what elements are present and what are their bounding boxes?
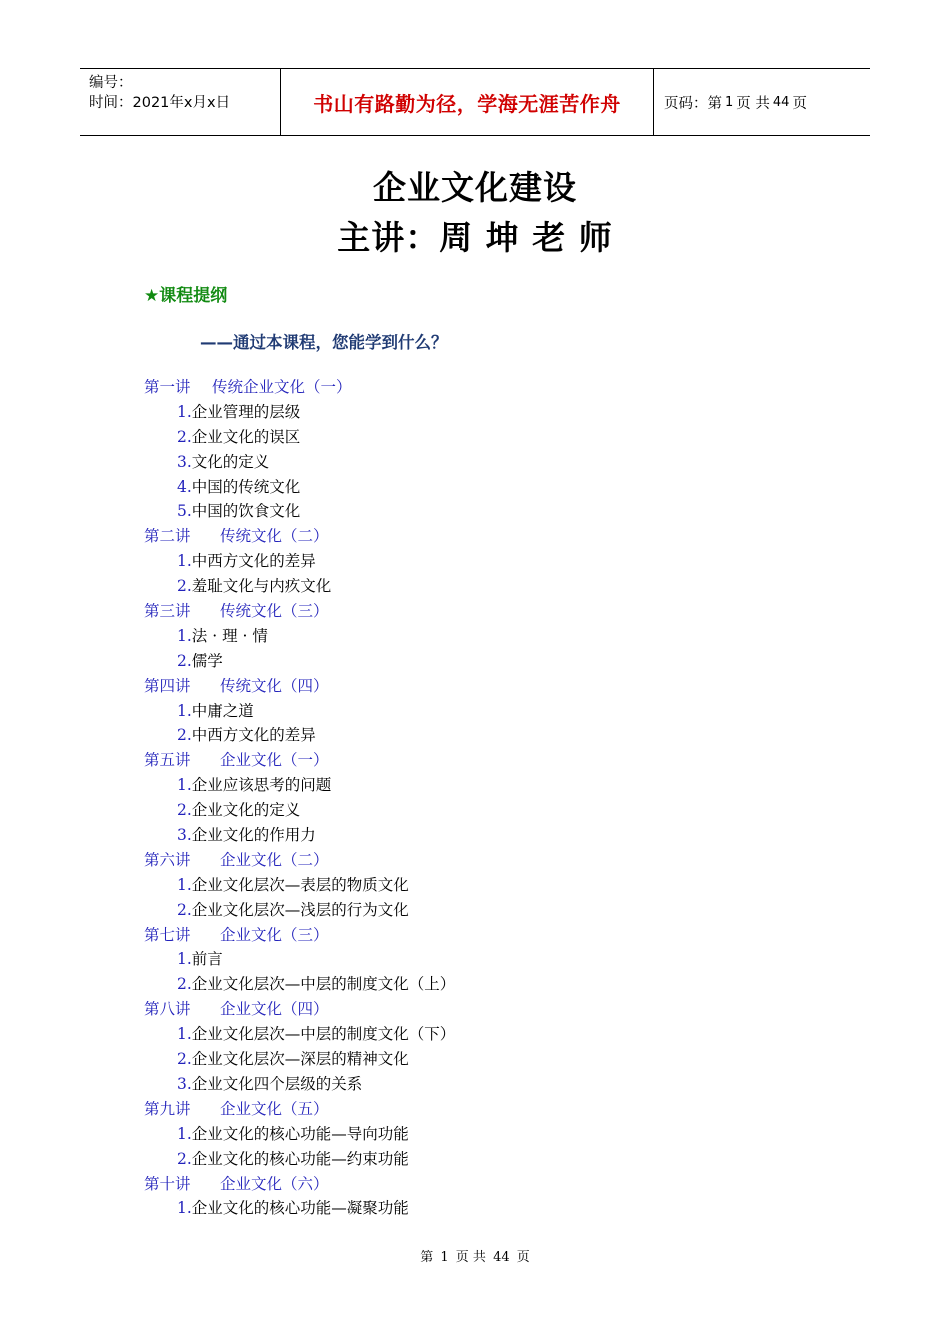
lecture-topic [144,624,744,649]
lecture-topic [144,898,744,923]
topic-text: 企业文化四个层级的关系 [191,1074,363,1093]
topic-text: 企业管理的层级 [191,402,301,421]
topic-text: 企业文化层次—中层的制度文化（下） [191,1025,456,1044]
lecture-title: 企业文化（三） [220,925,329,944]
speaker-line: 主讲：周 坤 老 师 [337,218,613,257]
motto: 书山有路勤为径，学海无涯苦作舟 [313,91,621,116]
topic-number: 2. [177,1149,192,1168]
topic-number: 2. [177,651,192,670]
lecture-topic [144,823,744,848]
topic-number: 2. [177,726,192,745]
footer-suffix: 页 [516,1250,530,1265]
lecture-number: 第四讲 [144,676,191,695]
lecture-number: 第九讲 [144,1099,191,1118]
topic-number: 3. [177,1074,192,1093]
topic-text: 企业文化层次—浅层的行为文化 [191,900,409,919]
page-suffix: 页 [792,95,807,112]
lecture-topic [144,1147,744,1172]
lecture-title: 传统文化（三） [220,602,329,621]
footer-total: 44 [493,1250,510,1265]
lecture-topic [144,1072,744,1097]
lecture-heading [144,848,744,873]
id-label: 编号： [89,75,133,91]
lecture-title: 传统企业文化（一） [212,378,352,396]
page-mid: 页 共 [736,95,770,112]
topic-text: 企业文化层次—表层的物质文化 [191,875,409,894]
page-number: 1 [725,94,734,110]
header-page-info [654,69,870,135]
topic-number: 1. [177,402,192,421]
lecture-number: 第六讲 [144,850,191,869]
topic-number: 2. [177,975,192,994]
lecture-topic [144,1196,744,1221]
lecture-topic [144,450,744,475]
page-total: 44 [772,94,790,110]
topic-number: 3. [177,452,192,471]
topic-number: 1. [177,1025,192,1044]
topic-number: 2. [177,577,192,596]
document-title: 企业文化建设 [373,168,577,207]
lecture-topic [144,549,744,574]
lecture-topic [144,475,744,500]
outline-subtitle: ——通过本课程，您能学到什么？ [200,333,448,352]
lecture-topic [144,699,744,724]
time-label: 时间：2021年x月x日 [89,95,231,111]
topic-number: 4. [177,477,192,496]
lecture-topic [144,798,744,823]
lecture-heading [144,997,744,1022]
lecture-topic [144,773,744,798]
topic-text: 企业文化的核心功能—导向功能 [191,1124,409,1143]
lecture-number: 第一讲 [144,378,191,396]
topic-number: 2. [177,1050,192,1069]
footer-prefix: 第 [420,1250,434,1265]
topic-number: 1. [177,701,192,720]
lecture-title: 传统文化（二） [220,527,329,546]
lecture-number: 第十讲 [144,1174,191,1193]
topic-text: 中国的传统文化 [191,477,301,496]
lecture-number: 第五讲 [144,751,191,770]
lecture-number: 第二讲 [144,527,191,546]
lecture-title: 企业文化（六） [220,1174,329,1193]
topic-number: 1. [177,1199,192,1218]
lecture-topic [144,873,744,898]
lecture-title: 传统文化（四） [220,676,329,695]
topic-number: 1. [177,552,192,571]
lecture-topic [144,499,744,524]
lecture-topic [144,574,744,599]
topic-number: 2. [177,801,192,820]
lecture-topic [144,723,744,748]
topic-number: 1. [177,950,192,969]
lecture-topic [144,1022,744,1047]
lecture-heading [144,599,744,624]
topic-text: 企业文化的作用力 [191,826,316,845]
header-meta [80,69,281,135]
lecture-topic [144,400,744,425]
lecture-heading [144,524,744,549]
footer-mid: 页 共 [455,1250,486,1265]
lecture-heading [144,923,744,948]
topic-text: 中西方文化的差异 [191,552,316,571]
lecture-title: 企业文化（二） [220,850,329,869]
lecture-number: 第三讲 [144,602,191,621]
topic-text: 前言 [191,950,223,969]
topic-text: 企业文化的误区 [191,427,301,446]
topic-number: 5. [177,502,192,521]
lecture-heading [144,674,744,699]
page-footer [0,1246,950,1265]
page-prefix: 页码：第 [664,95,722,112]
topic-text: 文化的定义 [191,452,270,471]
lecture-topic [144,972,744,997]
lecture-topic [144,649,744,674]
lecture-heading [144,375,744,400]
topic-text: 企业应该思考的问题 [191,776,332,795]
topic-text: 羞耻文化与内疚文化 [191,577,332,596]
lecture-topic [144,425,744,450]
lecture-number: 第八讲 [144,1000,191,1019]
lecture-topic [144,1122,744,1147]
topic-number: 1. [177,875,192,894]
topic-text: 企业文化层次—深层的精神文化 [191,1050,409,1069]
topic-number: 1. [177,1124,192,1143]
topic-text: 儒学 [191,651,223,670]
topic-text: 企业文化的核心功能—凝聚功能 [191,1199,409,1218]
lecture-heading [144,1097,744,1122]
topic-number: 1. [177,626,192,645]
lecture-heading [144,748,744,773]
topic-text: 企业文化的核心功能—约束功能 [191,1149,409,1168]
topic-text: 企业文化的定义 [191,801,301,820]
topic-number: 3. [177,826,192,845]
topic-number: 1. [177,776,192,795]
lecture-title: 企业文化（四） [220,1000,329,1019]
lecture-number: 第七讲 [144,925,191,944]
topic-text: 中西方文化的差异 [191,726,316,745]
header-motto-cell [281,69,654,135]
topic-text: 中庸之道 [191,701,254,720]
document-header [80,68,870,136]
topic-number: 2. [177,900,192,919]
course-outline-list [144,375,744,1221]
footer-page: 1 [440,1250,449,1265]
topic-text: 法 · 理 · 情 [191,626,268,645]
lecture-title: 企业文化（五） [220,1099,329,1118]
lecture-heading [144,1172,744,1197]
lecture-topic [144,1047,744,1072]
topic-number: 2. [177,427,192,446]
topic-text: 企业文化层次—中层的制度文化（上） [191,975,456,994]
lecture-title: 企业文化（一） [220,751,329,770]
lecture-topic [144,947,744,972]
outline-heading: ★课程提纲 [144,286,228,306]
topic-text: 中国的饮食文化 [191,502,301,521]
